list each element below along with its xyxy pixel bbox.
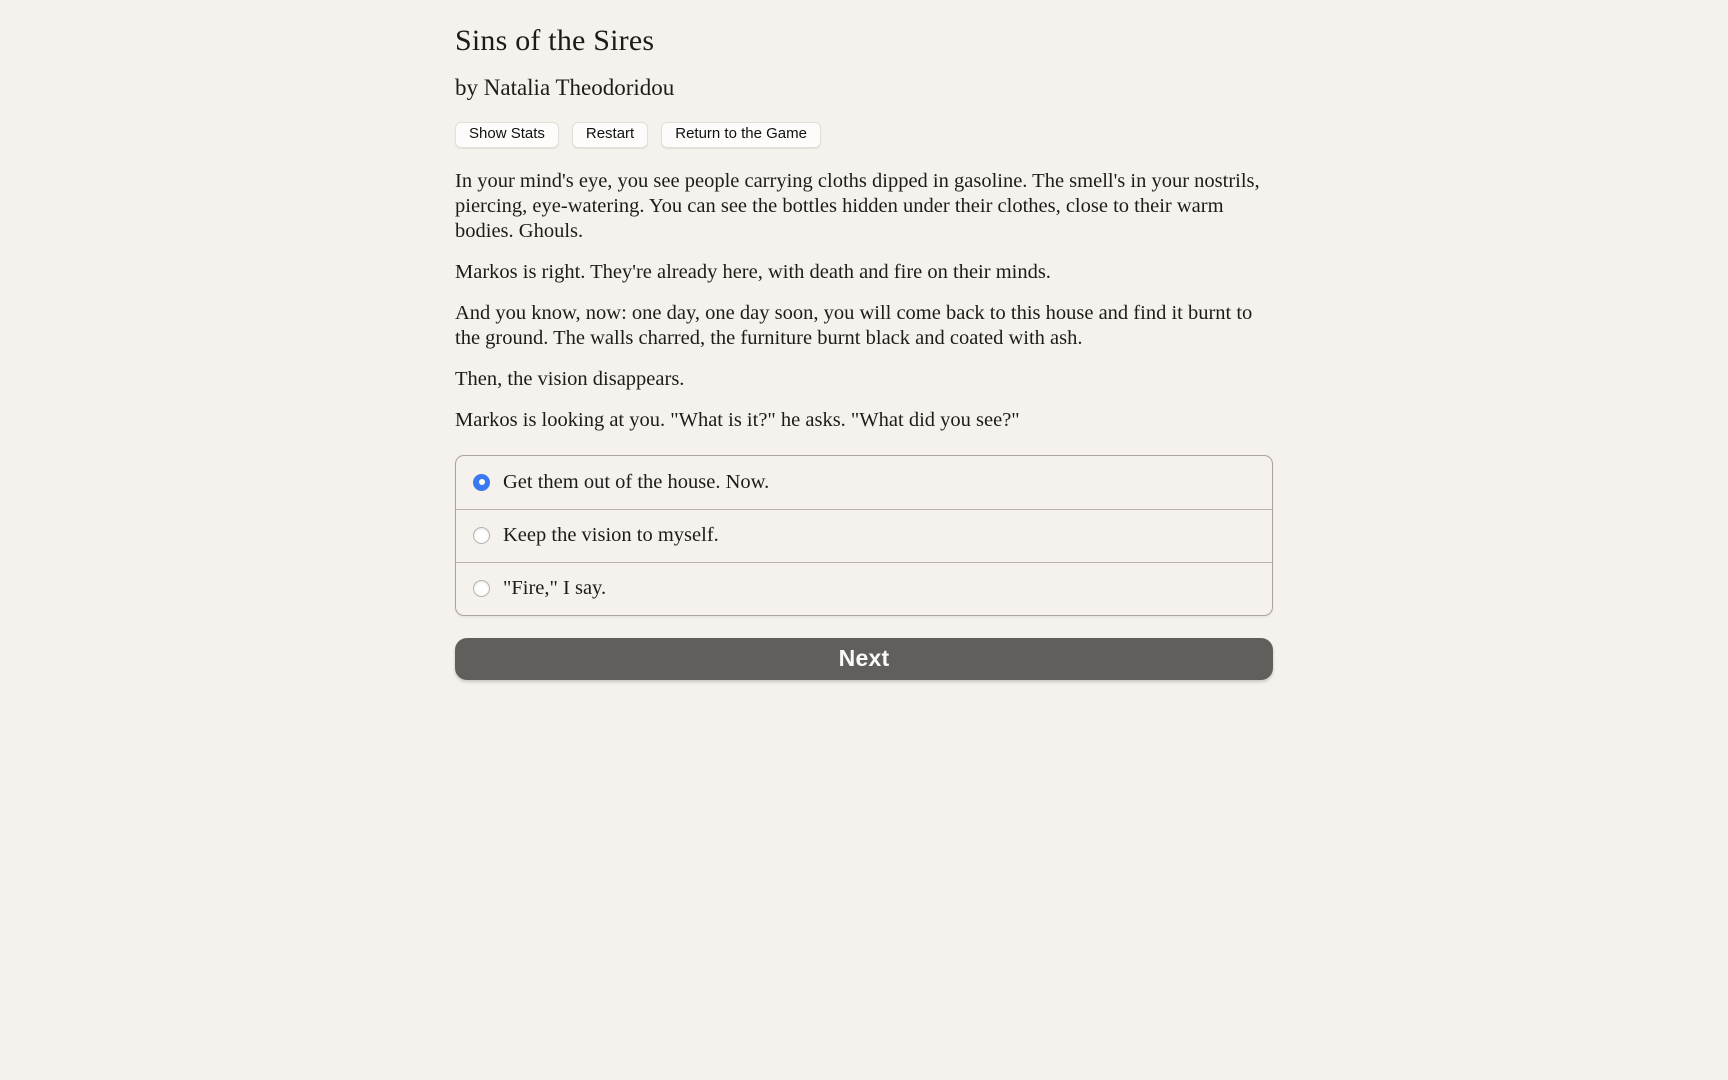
choice-radio[interactable]: [473, 580, 490, 597]
choice-radio[interactable]: [473, 527, 490, 544]
choice-label: Get them out of the house. Now.: [503, 470, 770, 493]
story-paragraph: Markos is right. They're already here, with death and fire on their minds.: [455, 260, 1051, 283]
return-to-game-button[interactable]: Return to the Game: [661, 122, 821, 148]
story-text: [455, 169, 1273, 433]
story-paragraph: And you know, now: one day, one day soon, you will come back to this house and find it burnt to the ground. The walls charred, the furniture burnt black and coated with ash.: [455, 301, 1253, 349]
story-paragraph: Markos is looking at you. "What is it?" he asks. "What did you see?": [455, 408, 1020, 431]
choice-option-1[interactable]: [456, 456, 1272, 509]
page-title: Sins of the Sires: [455, 24, 655, 57]
choice-radio[interactable]: [473, 474, 490, 491]
restart-button[interactable]: Restart: [572, 122, 648, 148]
author-byline: by Natalia Theodoridou: [455, 75, 675, 100]
choice-group: [455, 455, 1273, 616]
choice-option-3[interactable]: [456, 562, 1272, 615]
choice-label: Keep the vision to myself.: [503, 524, 719, 546]
story-paragraph: In your mind's eye, you see people carrying cloths dipped in gasoline. The smell's in your nostrils, piercing, eye-watering. You can see the bottles hidden under their clothes, close to their warm bodies. Ghouls.: [455, 169, 1260, 242]
story-paragraph: Then, the vision disappears.: [455, 367, 685, 390]
show-stats-button[interactable]: Show Stats: [455, 122, 559, 148]
choice-option-2[interactable]: [456, 509, 1272, 562]
toolbar: [455, 122, 1273, 148]
content-column: [455, 0, 1273, 680]
next-button[interactable]: Next: [455, 638, 1273, 680]
choice-label: "Fire," I say.: [503, 577, 607, 599]
